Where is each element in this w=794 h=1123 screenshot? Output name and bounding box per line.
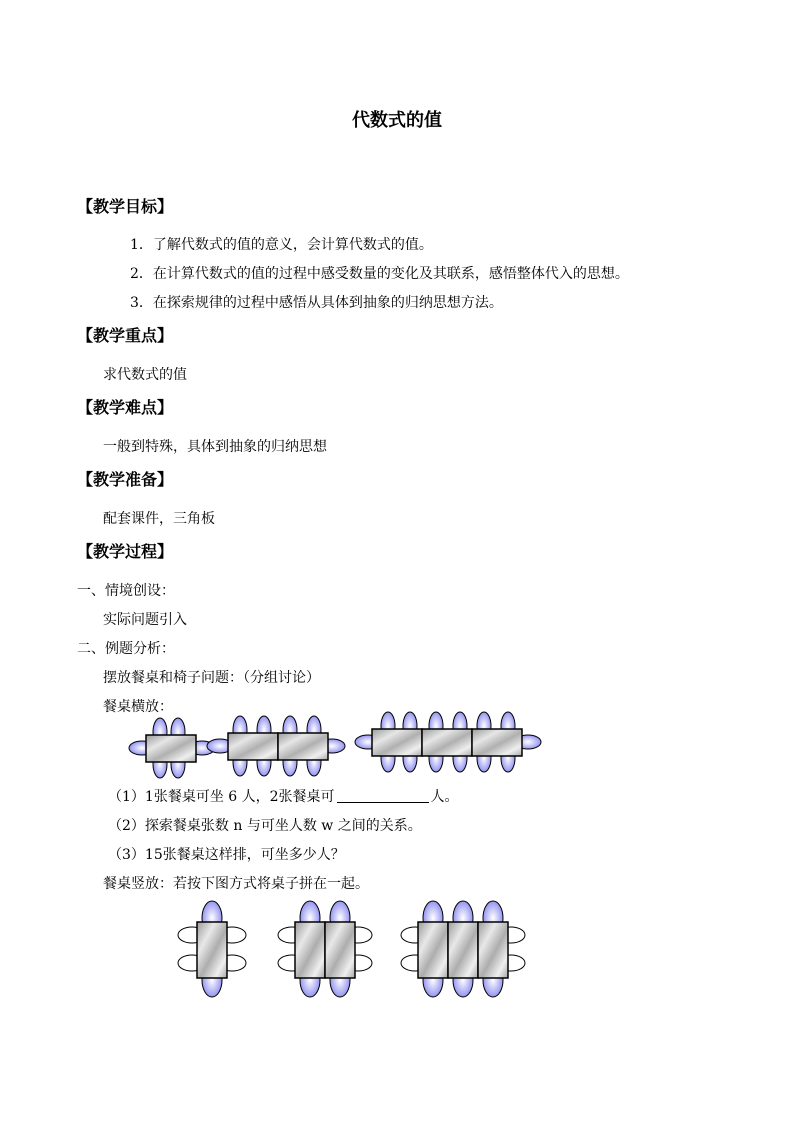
question-3: （3）15张餐桌这样排，可坐多少人？ <box>108 847 345 863</box>
table-icon <box>325 922 355 978</box>
answer-blank[interactable] <box>337 788 429 803</box>
table-icon <box>418 922 448 978</box>
page-title: 代数式的值 <box>352 110 442 131</box>
difficulty-text: 一般到特殊，具体到抽象的归纳思想 <box>103 439 327 455</box>
question-1-text: （1）1张餐桌可坐 6 人，2张餐桌可 <box>108 789 335 805</box>
objective-item: 3．在探索规律的过程中感悟从具体到抽象的归纳思想方法。 <box>130 295 503 311</box>
process-heading: 【教学过程】 <box>77 542 174 561</box>
table-icon <box>278 733 328 760</box>
objectives-heading: 【教学目标】 <box>77 197 174 216</box>
vertical-group-2 <box>278 901 372 997</box>
table-icon <box>478 922 508 978</box>
table-icon <box>448 922 478 978</box>
objective-item: 2．在计算代数式的值的过程中感受数量的变化及其联系，感悟整体代入的思想。 <box>130 266 629 282</box>
vertical-tables-figure <box>175 900 535 1000</box>
horizontal-group-3 <box>355 712 541 772</box>
question-1-suffix: 人。 <box>430 789 459 805</box>
section-2-title: 二、例题分析： <box>77 641 175 657</box>
table-icon <box>197 922 227 978</box>
table-icon <box>422 729 472 756</box>
objective-item: 1．了解代数式的值的意义，会计算代数式的值。 <box>130 237 433 253</box>
vertical-group-1 <box>178 901 246 997</box>
table-icon <box>228 733 278 760</box>
section-2-text: 摆放餐桌和椅子问题：（分组讨论） <box>103 670 320 686</box>
difficulty-heading: 【教学难点】 <box>77 398 174 417</box>
question-2: （2）探索餐桌张数 n 与可坐人数 w 之间的关系。 <box>108 818 422 834</box>
key-heading: 【教学重点】 <box>77 326 174 345</box>
section-1-title: 一、情境创设： <box>77 583 175 599</box>
table-icon <box>472 729 522 756</box>
prep-heading: 【教学准备】 <box>77 470 174 489</box>
vertical-group-3 <box>401 901 525 997</box>
question-1 <box>108 786 459 806</box>
table-icon <box>295 922 325 978</box>
horizontal-tables-figure <box>120 710 540 780</box>
horizontal-label: 餐桌横放： <box>103 699 173 715</box>
vertical-label: 餐桌竖放：若按下图方式将桌子拼在一起。 <box>103 876 369 892</box>
prep-text: 配套课件，三角板 <box>103 511 215 527</box>
table-icon <box>146 735 196 762</box>
key-text: 求代数式的值 <box>103 367 187 383</box>
section-1-text: 实际问题引入 <box>103 612 187 628</box>
table-icon <box>372 729 422 756</box>
horizontal-group-2 <box>207 716 345 776</box>
horizontal-group-1 <box>129 718 215 778</box>
